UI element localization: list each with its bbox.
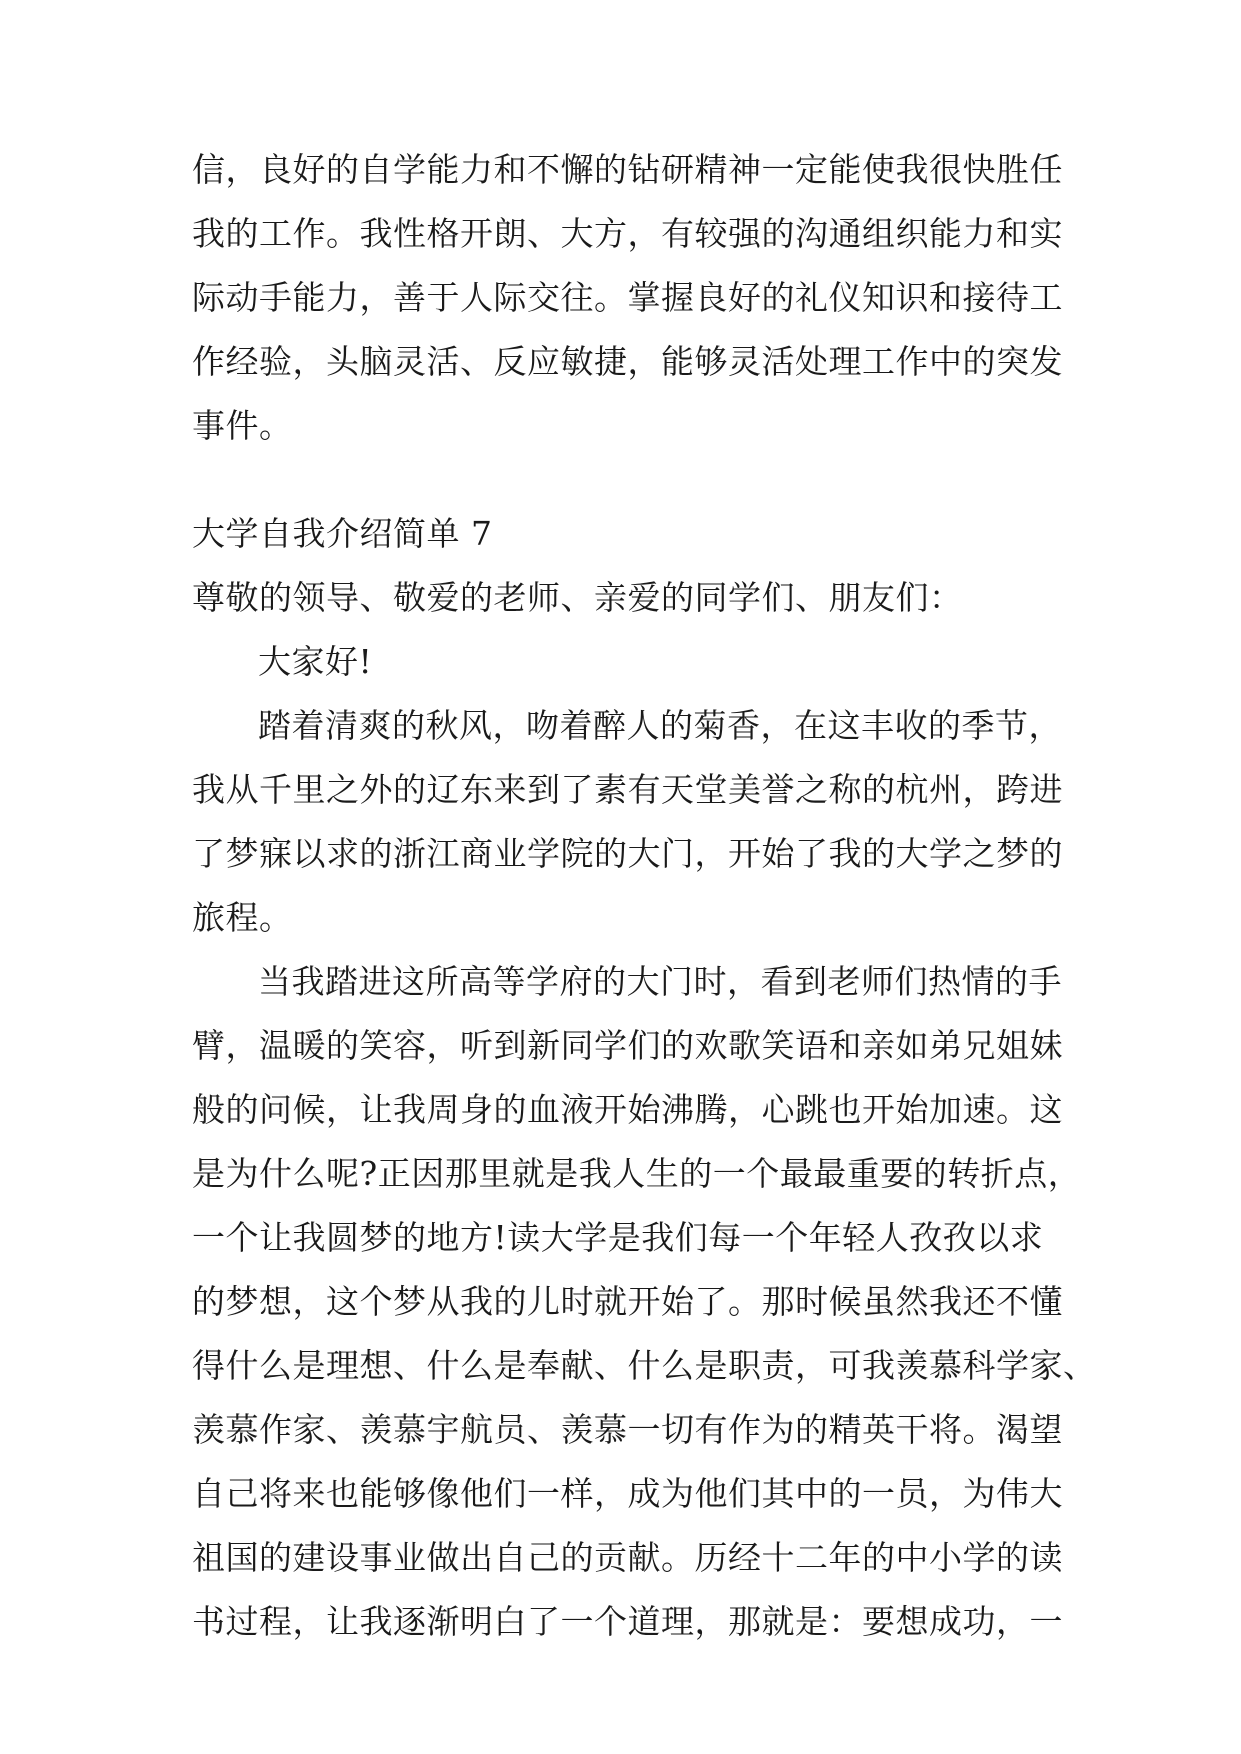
salutation: 尊敬的领导、敬爱的老师、亲爱的同学们、朋友们： <box>192 578 963 617</box>
paragraph-line: 踏着清爽的秋风，吻着醉人的菊香，在这丰收的季节， <box>258 706 1062 745</box>
section-title: 大学自我介绍简单 7 <box>192 514 493 553</box>
paragraph-line: 是为什么呢?正因那里就是我人生的一个最最重要的转折点， <box>192 1154 1082 1193</box>
paragraph-line: 自己将来也能够像他们一样，成为他们其中的一员，为伟大 <box>192 1474 1063 1513</box>
continuation-line: 作经验，头脑灵活、反应敏捷，能够灵活处理工作中的突发 <box>192 342 1063 381</box>
continuation-line: 我的工作。我性格开朗、大方，有较强的沟通组织能力和实 <box>192 214 1063 253</box>
paragraph-line: 臂，温暖的笑容，听到新同学们的欢歌笑语和亲如弟兄姐妹 <box>192 1026 1063 1065</box>
continuation-line: 际动手能力，善于人际交往。掌握良好的礼仪知识和接待工 <box>192 278 1063 317</box>
paragraph-line: 般的问候，让我周身的血液开始沸腾，心跳也开始加速。这 <box>192 1090 1063 1129</box>
paragraph-line: 祖国的建设事业做出自己的贡献。历经十二年的中小学的读 <box>192 1538 1063 1577</box>
continuation-line: 事件。 <box>192 406 293 445</box>
continuation-line: 信，良好的自学能力和不懈的钻研精神一定能使我很快胜任 <box>192 150 1063 189</box>
greeting: 大家好! <box>258 642 373 681</box>
paragraph-line: 得什么是理想、什么是奉献、什么是职责，可我羡慕科学家、 <box>192 1346 1097 1385</box>
paragraph-line: 当我踏进这所高等学府的大门时，看到老师们热情的手 <box>258 962 1062 1001</box>
paragraph-line: 羡慕作家、羡慕宇航员、羡慕一切有作为的精英干将。渴望 <box>192 1410 1063 1449</box>
paragraph-line: 了梦寐以求的浙江商业学院的大门，开始了我的大学之梦的 <box>192 834 1063 873</box>
paragraph-line: 书过程，让我逐渐明白了一个道理，那就是：要想成功，一 <box>192 1602 1063 1641</box>
paragraph-line: 的梦想，这个梦从我的儿时就开始了。那时候虽然我还不懂 <box>192 1282 1063 1321</box>
paragraph-line: 旅程。 <box>192 898 293 937</box>
paragraph-line: 一个让我圆梦的地方!读大学是我们每一个年轻人孜孜以求 <box>192 1218 1044 1257</box>
paragraph-line: 我从千里之外的辽东来到了素有天堂美誉之称的杭州，跨进 <box>192 770 1063 809</box>
